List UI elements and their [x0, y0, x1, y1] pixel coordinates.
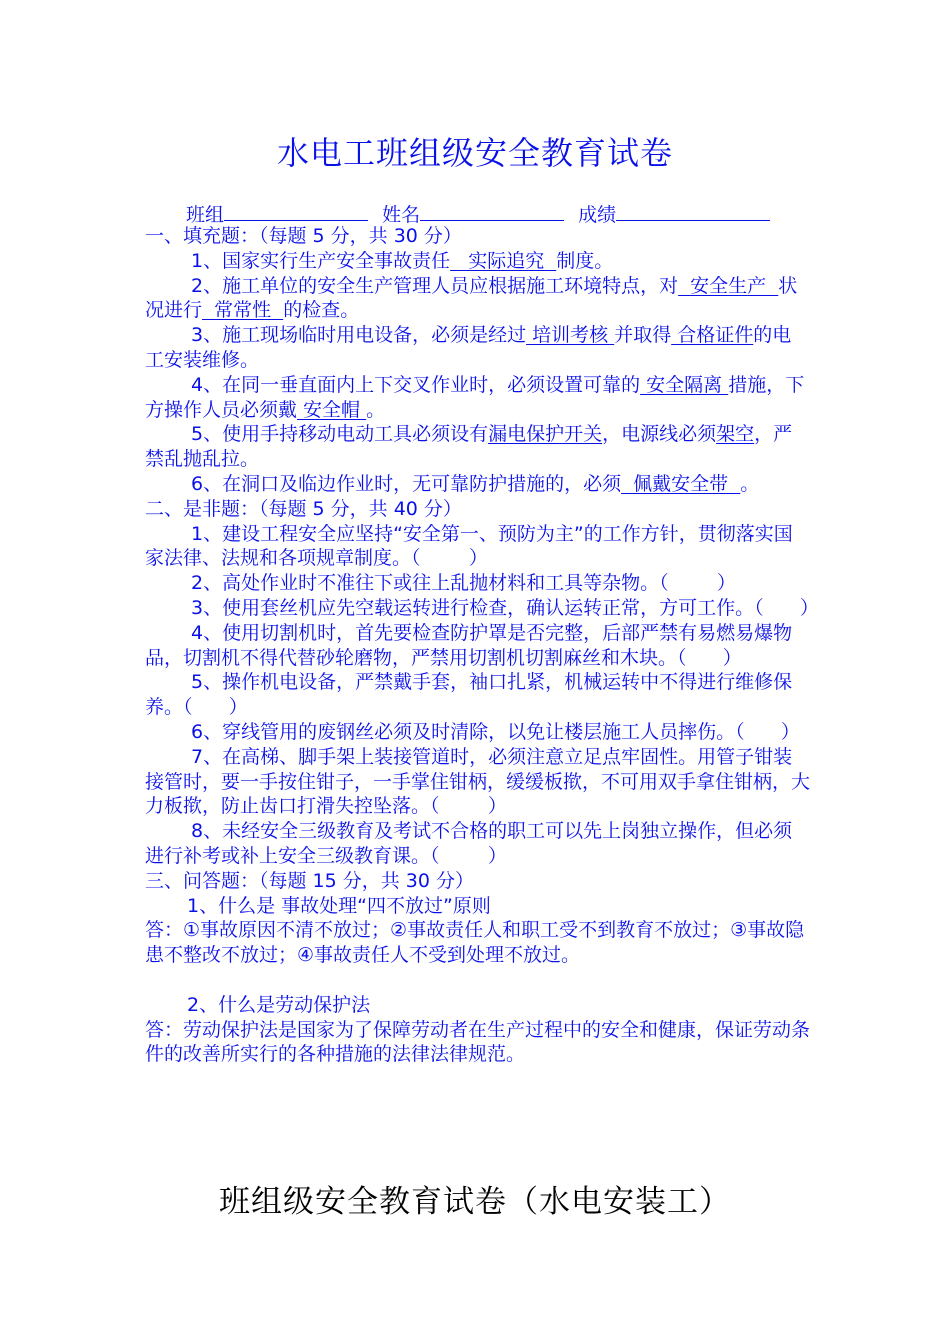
judge-question-3: 3、使用套丝机应先空载运转进行检查，确认运转正常，方可工作。（ ） [191, 596, 819, 619]
fill-question-6: 6、在洞口及临边作业时，无可靠防护措施的，必须 佩戴安全带 。 [191, 472, 760, 495]
qa-answer-2: 答：劳动保护法是国家为了保障劳动者在生产过程中的安全和健康，保证劳动条件的改善所实行的各种措施的法律法律规范。 [145, 1018, 811, 1066]
judge-question-2: 2、高处作业时不准往下或往上乱抛材料和工具等杂物。（ ） [191, 572, 736, 595]
fill-question-1: 1、国家实行生产安全事故责任 实际追究 制度。 [191, 249, 614, 272]
score-label: 成绩 [578, 204, 617, 226]
second-exam-title: 班组级安全教育试卷（水电安装工） [219, 1184, 731, 1220]
team-blank[interactable] [224, 202, 368, 221]
name-label: 姓名 [382, 204, 421, 226]
judge-question-8: 8、未经安全三级教育及考试不合格的职工可以先上岗独立操作，但必须进行补考或补上安全三级教育课。（ ） [145, 820, 793, 867]
spacer [145, 968, 810, 993]
judge-question-4: 4、使用切割机时，首先要检查防护罩是否完整，后部严禁有易燃易爆物品，切割机不得代替砂轮磨物，严禁用切割机切割麻丝和木块。（ ） [145, 621, 793, 669]
fill-question-4: 4、在同一垂直面内上下交叉作业时，必须设置可靠的 安全隔离 措施，下方操作人员必须戴 安全帽 。 [145, 373, 805, 421]
fill-question-2: 2、施工单位的安全生产管理人员应根据施工环境特点，对 安全生产 状况进行 常常性 的检查。 [145, 274, 798, 322]
fill-question-5: 5、使用手持移动电动工具必须设有漏电保护开关，电源线必须架空，严禁乱抛乱拉。 [145, 423, 793, 471]
section1-heading: 一、填充题：（每题 5 分，共 30 分） [145, 225, 462, 247]
section3-heading: 三、问答题：（每题 15 分，共 30 分） [145, 869, 475, 892]
qa-answer-1: 答：①事故原因不清不放过；②事故责任人和职工受不到教育不放过；③事故隐患不整改不放过；④事故责任人不受到处理不放过。 [145, 919, 805, 967]
page-title: 水电工班组级安全教育试卷 [276, 134, 673, 172]
section2-heading: 二、是非题：（每题 5 分，共 40 分） [145, 497, 462, 520]
student-info-line [186, 200, 770, 227]
name-blank[interactable] [420, 202, 564, 221]
exam-body [145, 224, 819, 1067]
qa-question-2: 2、什么是劳动保护法 [187, 993, 371, 1016]
judge-question-5: 5、操作机电设备，严禁戴手套，袖口扎紧，机械运转中不得进行维修保养。（ ） [145, 671, 793, 719]
judge-question-1: 1、建设工程安全应坚持“安全第一、预防为主”的工作方针，贯彻落实国家法律、法规和各项规章制度。（ ） [145, 522, 793, 570]
fill-question-3: 3、施工现场临时用电设备，必须是经过 培训考核 并取得 合格证件的电工安装维修。 [145, 324, 792, 371]
qa-question-1: 1、什么是 事故处理“四不放过”原则 [187, 894, 491, 917]
judge-question-7: 7、在高梯、脚手架上装接管道时，必须注意立足点牢固性。用管子钳装接管时，要一手按住钳子，一手掌住钳柄，缓缓板揿，不可用双手拿住钳柄，大力板揿，防止齿口打滑失控坠落。（ ） [145, 745, 811, 818]
score-blank[interactable] [616, 202, 770, 221]
team-label: 班组 [186, 204, 225, 226]
judge-question-6: 6、穿线管用的废钢丝必须及时清除，以免让楼层施工人员摔伤。（ ） [191, 720, 800, 743]
